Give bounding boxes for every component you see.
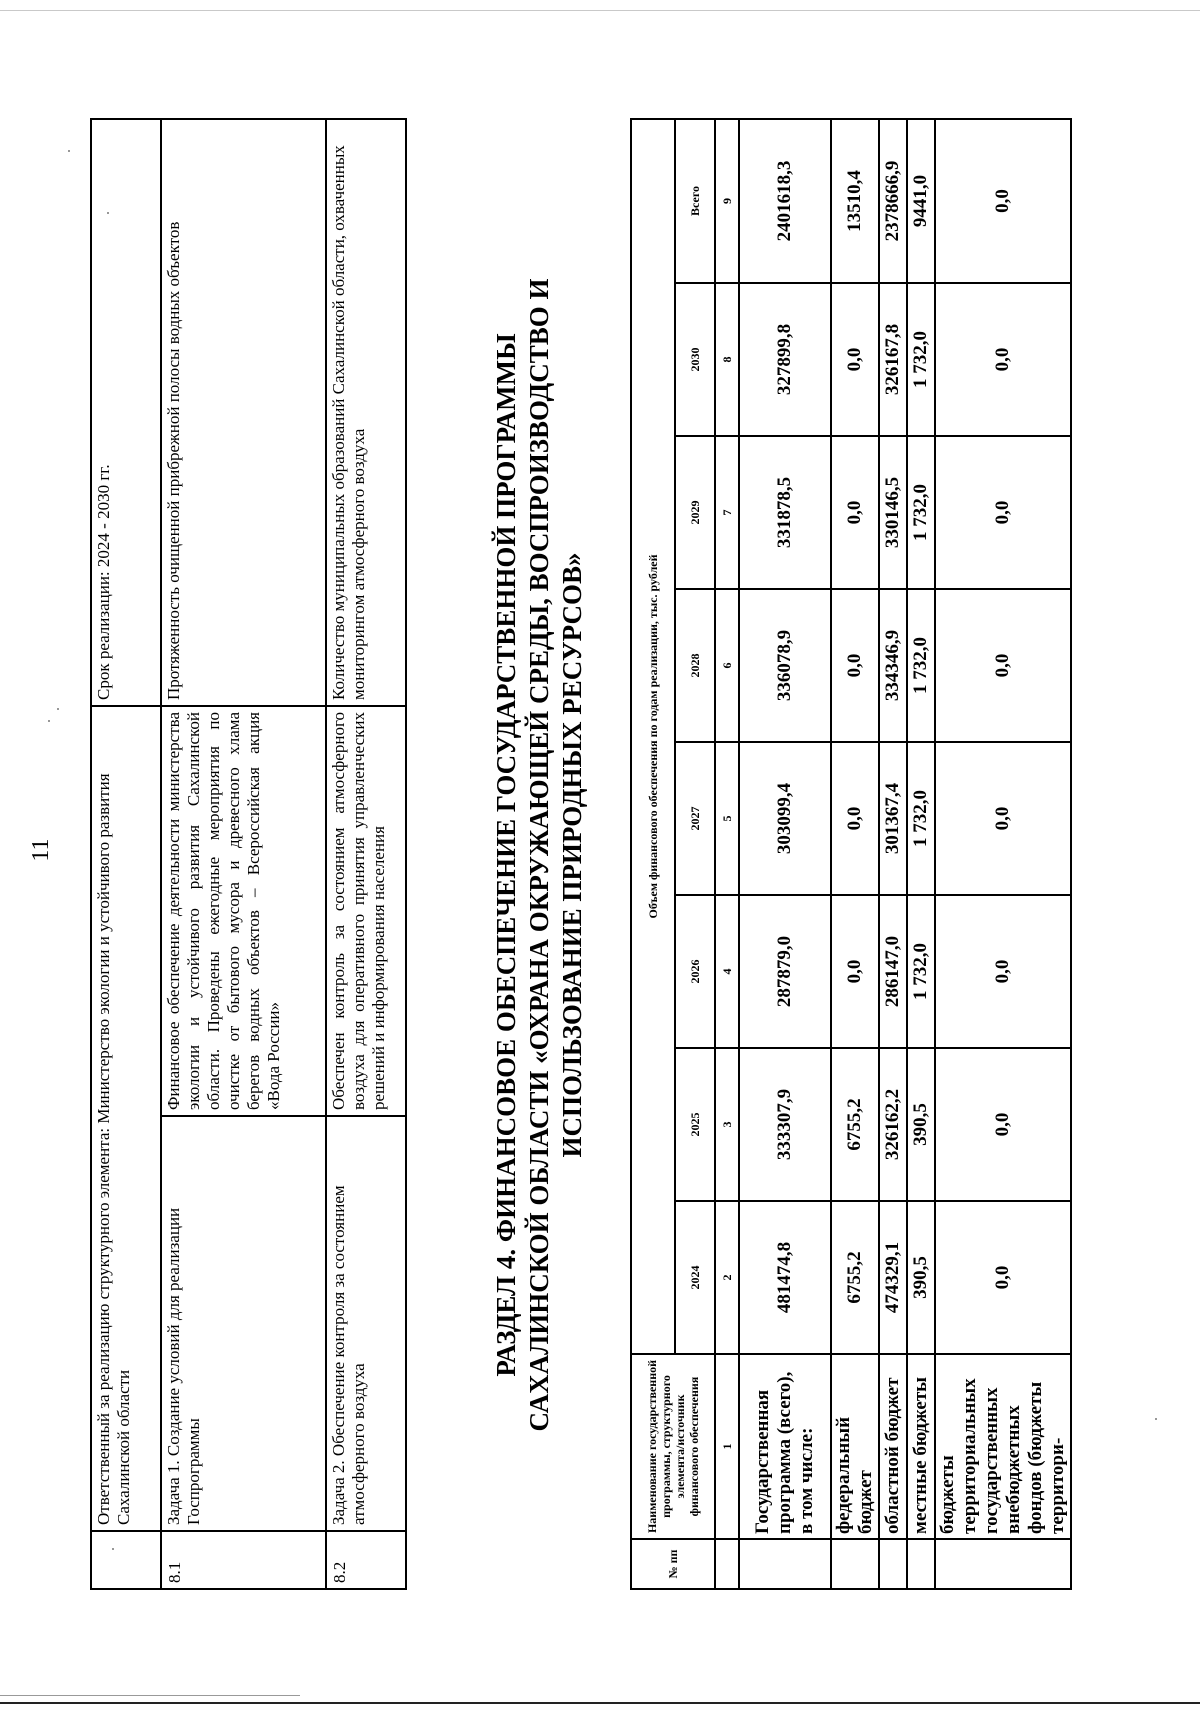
section-heading-line: ИСПОЛЬЗОВАНИЕ ПРИРОДНЫХ РЕСУРСОВ» xyxy=(557,552,587,1158)
amount-cell: 481474,8 xyxy=(739,1201,831,1354)
column-index: 1 xyxy=(715,1354,739,1539)
column-index: 2 xyxy=(715,1201,739,1354)
year-header: 2024 xyxy=(675,1201,715,1354)
total-header: Всего xyxy=(675,119,715,283)
index-row xyxy=(715,119,739,1589)
column-index: 4 xyxy=(715,895,739,1048)
scan-bottom-edge xyxy=(0,1702,1200,1704)
row-number xyxy=(907,1539,935,1589)
amount-cell: 390,5 xyxy=(907,1201,935,1354)
source-label: бюджеты территориальных государственных внебюджетных фондов (бюджеты территори- xyxy=(935,1354,1071,1539)
responsibility-table xyxy=(90,118,407,1590)
total-cell: 2378666,9 xyxy=(879,119,907,283)
amount-cell: 334346,9 xyxy=(879,589,907,742)
indicator-cell: Количество муниципальных образований Сахалинской области, охваченных мониторингом атмосферного воздуха xyxy=(326,119,406,706)
amount-cell: 1 732,0 xyxy=(907,283,935,436)
table-row xyxy=(907,119,935,1589)
table-row xyxy=(935,119,1071,1589)
column-index: 8 xyxy=(715,283,739,436)
finance-table xyxy=(630,118,1072,1590)
amount-cell: 287879,0 xyxy=(739,895,831,1048)
section-heading-line: САХАЛИНСКОЙ ОБЛАСТИ «ОХРАНА ОКРУЖАЮЩЕЙ СРЕДЫ, ВОСПРОИЗВОДСТВО И xyxy=(524,278,554,1432)
row-number xyxy=(879,1539,907,1589)
amount-cell: 474329,1 xyxy=(879,1201,907,1354)
amount-cell: 336078,9 xyxy=(739,589,831,742)
amount-cell: 0,0 xyxy=(935,283,1071,436)
year-header: 2027 xyxy=(675,742,715,895)
amount-cell: 390,5 xyxy=(907,1048,935,1201)
column-index: 7 xyxy=(715,436,739,589)
amount-cell: 303099,4 xyxy=(739,742,831,895)
column-index: 5 xyxy=(715,742,739,895)
row-number xyxy=(739,1539,831,1589)
amount-cell: 326167,8 xyxy=(879,283,907,436)
amount-cell: 1 732,0 xyxy=(907,589,935,742)
amount-cell: 331878,5 xyxy=(739,436,831,589)
year-header: 2026 xyxy=(675,895,715,1048)
total-cell: 13510,4 xyxy=(831,119,879,283)
effect-cell: Финансовое обеспечение деятельности министерства экологии и устойчивого развития Сахалинской области. Проведены ежегодные мероприятия по очистке от бытового мусора и древесного хлама берегов водных объектов – Всероссийская акция «Вода России» xyxy=(161,706,326,1116)
task-cell: Задача 2. Обеспечение контроля за состоянием атмосферного воздуха xyxy=(326,1116,406,1531)
amount-cell: 0,0 xyxy=(935,1201,1071,1354)
effect-cell: Обеспечен контроль за состоянием атмосферного воздуха для оперативного принятия управленческих решений и информирования населения xyxy=(326,706,406,1116)
row-number xyxy=(935,1539,1071,1589)
total-cell: 0,0 xyxy=(935,119,1071,283)
period-cell: Срок реализации: 2024 - 2030 гг. xyxy=(91,119,161,706)
section-heading-line: РАЗДЕЛ 4. ФИНАНСОВОЕ ОБЕСПЕЧЕНИЕ ГОСУДАРСТВЕННОЙ ПРОГРАММЫ xyxy=(491,333,521,1377)
amount-cell: 326162,2 xyxy=(879,1048,907,1201)
row-number xyxy=(831,1539,879,1589)
table-row xyxy=(831,119,879,1589)
amount-cell: 0,0 xyxy=(935,1048,1071,1201)
year-header: 2025 xyxy=(675,1048,715,1201)
amount-cell: 327899,8 xyxy=(739,283,831,436)
amount-cell: 0,0 xyxy=(935,436,1071,589)
amount-cell: 1 732,0 xyxy=(907,895,935,1048)
scan-bottom-shadow xyxy=(0,1695,300,1696)
amount-cell: 1 732,0 xyxy=(907,742,935,895)
name-header: Наименование государственной программы, структурного элемента/источник финансового обеспечения xyxy=(631,1354,715,1539)
amount-cell: 333307,9 xyxy=(739,1048,831,1201)
table-row xyxy=(326,119,406,1589)
amount-cell: 0,0 xyxy=(935,895,1071,1048)
table-row xyxy=(879,119,907,1589)
column-index: 3 xyxy=(715,1048,739,1201)
amount-cell: 1 732,0 xyxy=(907,436,935,589)
row-number: 8.2 xyxy=(326,1531,406,1589)
amount-cell: 0,0 xyxy=(831,742,879,895)
scan-top-edge xyxy=(0,10,1200,11)
year-header: 2030 xyxy=(675,283,715,436)
rotated-page xyxy=(10,50,1190,1650)
responsible-cell: Ответственный за реализацию структурного элемента: Министерство экологии и устойчивого развития Сахалинской области xyxy=(91,706,161,1531)
responsibility-header-row xyxy=(91,119,161,1589)
column-index: 6 xyxy=(715,589,739,742)
empty-cell xyxy=(91,1531,161,1589)
source-label: федеральный бюджет xyxy=(831,1354,879,1539)
amount-cell: 330146,5 xyxy=(879,436,907,589)
amount-cell: 0,0 xyxy=(831,283,879,436)
page-number: 11 xyxy=(28,838,54,862)
volume-header: Объем финансового обеспечения по годам реализации, тыс. рублей xyxy=(631,119,675,1354)
amount-cell: 0,0 xyxy=(935,589,1071,742)
row-number: 8.1 xyxy=(161,1531,326,1589)
section-heading xyxy=(490,120,589,1590)
amount-cell: 286147,0 xyxy=(879,895,907,1048)
total-cell: 2401618,3 xyxy=(739,119,831,283)
amount-cell: 301367,4 xyxy=(879,742,907,895)
amount-cell: 0,0 xyxy=(831,589,879,742)
amount-cell: 6755,2 xyxy=(831,1201,879,1354)
table-row xyxy=(161,119,326,1589)
amount-cell: 0,0 xyxy=(831,895,879,1048)
year-header: 2029 xyxy=(675,436,715,589)
num-header: № пп xyxy=(631,1539,715,1589)
source-label: областной бюджет xyxy=(879,1354,907,1539)
year-header: 2028 xyxy=(675,589,715,742)
indicator-cell: Протяженность очищенной прибрежной полосы водных объектов xyxy=(161,119,326,706)
task-cell: Задача 1. Создание условий для реализации Госпрограммы xyxy=(161,1116,326,1531)
finance-header-row xyxy=(631,119,675,1589)
source-label: Государственная программа (всего), в том числе: xyxy=(739,1354,831,1539)
total-cell: 9441,0 xyxy=(907,119,935,283)
amount-cell: 0,0 xyxy=(935,742,1071,895)
amount-cell: 0,0 xyxy=(831,436,879,589)
source-label: местные бюджеты xyxy=(907,1354,935,1539)
column-index: 9 xyxy=(715,119,739,283)
amount-cell: 6755,2 xyxy=(831,1048,879,1201)
empty-cell xyxy=(715,1539,739,1589)
table-row xyxy=(739,119,831,1589)
